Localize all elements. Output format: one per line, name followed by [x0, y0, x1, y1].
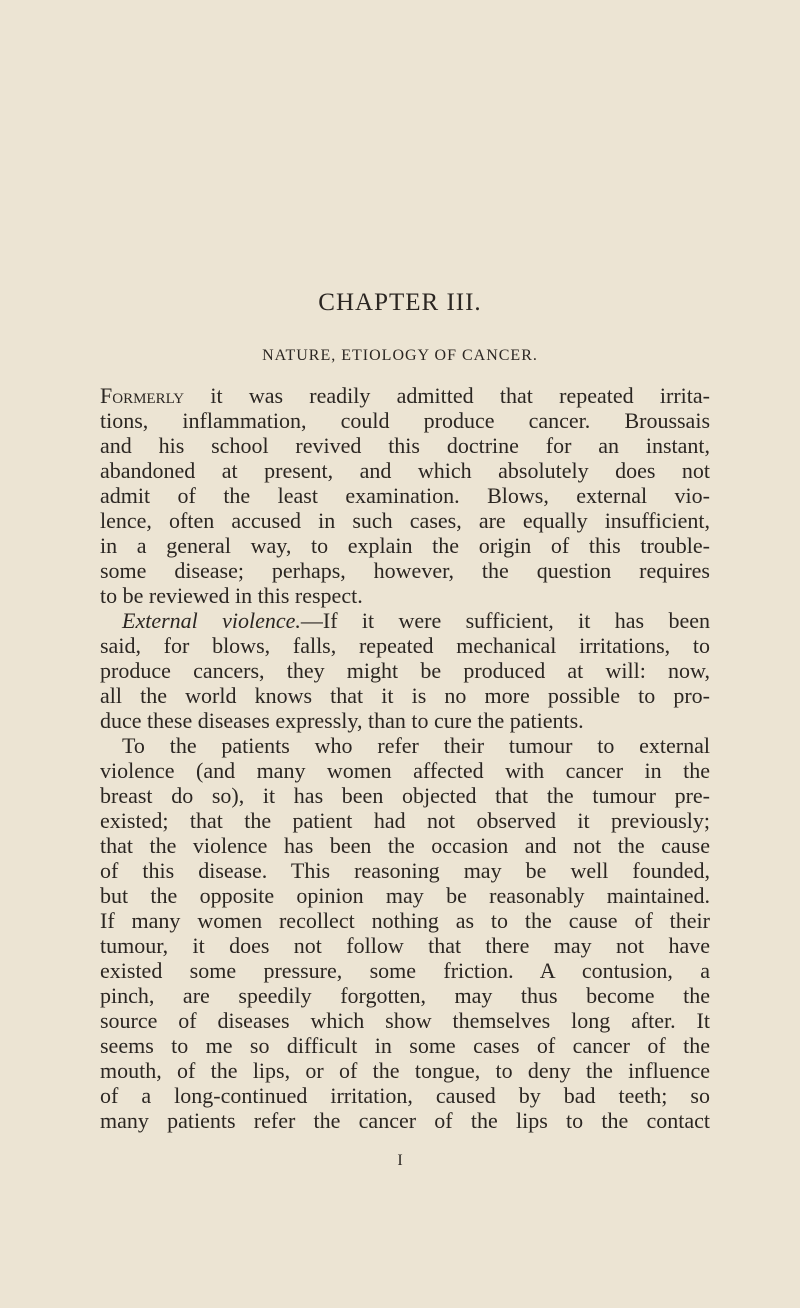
text-line [100, 383, 710, 408]
text-line-rest: —If it were sufficient, it has been [300, 608, 710, 633]
text-line: in a general way, to explain the origin of this trouble- [100, 533, 710, 558]
text-line: all the world knows that it is no more possible to pro- [100, 683, 710, 708]
body-text [100, 383, 710, 1133]
text-line: to be reviewed in this respect. [100, 583, 363, 608]
text-line: some disease; perhaps, however, the question requires [100, 558, 710, 583]
text-line: of this disease. This reasoning may be well founded, [100, 858, 710, 883]
text-line: source of diseases which show themselves long after. It [100, 1008, 710, 1033]
text-line: that the violence has been the occasion and not the cause [100, 833, 710, 858]
text-line: duce these diseases expressly, than to cure the patients. [100, 708, 584, 733]
signature-mark: I [397, 1152, 403, 1169]
text-line: tions, inflammation, could produce cancer. Broussais [100, 408, 710, 433]
text-line: many patients refer the cancer of the lips to the contact [100, 1108, 710, 1133]
text-line: existed; that the patient had not observed it previously; [100, 808, 710, 833]
text-line: admit of the least examination. Blows, external vio- [100, 483, 710, 508]
text-line: tumour, it does not follow that there may not have [100, 933, 710, 958]
text-line: pinch, are speedily forgotten, may thus become the [100, 983, 710, 1008]
text-line: existed some pressure, some friction. A contusion, a [100, 958, 710, 983]
text-line: violence (and many women affected with cancer in the [100, 758, 710, 783]
text-line: lence, often accused in such cases, are equally insufficient, [100, 508, 710, 533]
text-line: produce cancers, they might be produced at will: now, [100, 658, 710, 683]
text-line-rest: it was readily admitted that repeated irrita- [184, 383, 710, 408]
paragraph-lead: External violence. [122, 608, 301, 633]
text-line: breast do so), it has been objected that the tumour pre- [100, 783, 710, 808]
text-line: of a long-continued irritation, caused by bad teeth; so [100, 1083, 710, 1108]
text-line: mouth, of the lips, or of the tongue, to deny the influence [100, 1058, 710, 1083]
text-line: If many women recollect nothing as to the cause of their [100, 908, 710, 933]
text-line: but the opposite opinion may be reasonably maintained. [100, 883, 710, 908]
text-line: To the patients who refer their tumour to external [122, 733, 710, 758]
text-line: said, for blows, falls, repeated mechanical irritations, to [100, 633, 710, 658]
section-heading: NATURE, ETIOLOGY OF CANCER. [262, 347, 538, 364]
text-line: seems to me so difficult in some cases of cancer of the [100, 1033, 710, 1058]
chapter-heading: CHAPTER III. [318, 289, 482, 316]
first-word: Formerly [100, 383, 185, 408]
text-line [100, 608, 710, 633]
text-line: abandoned at present, and which absolutely does not [100, 458, 710, 483]
text-line: and his school revived this doctrine for an instant, [100, 433, 710, 458]
